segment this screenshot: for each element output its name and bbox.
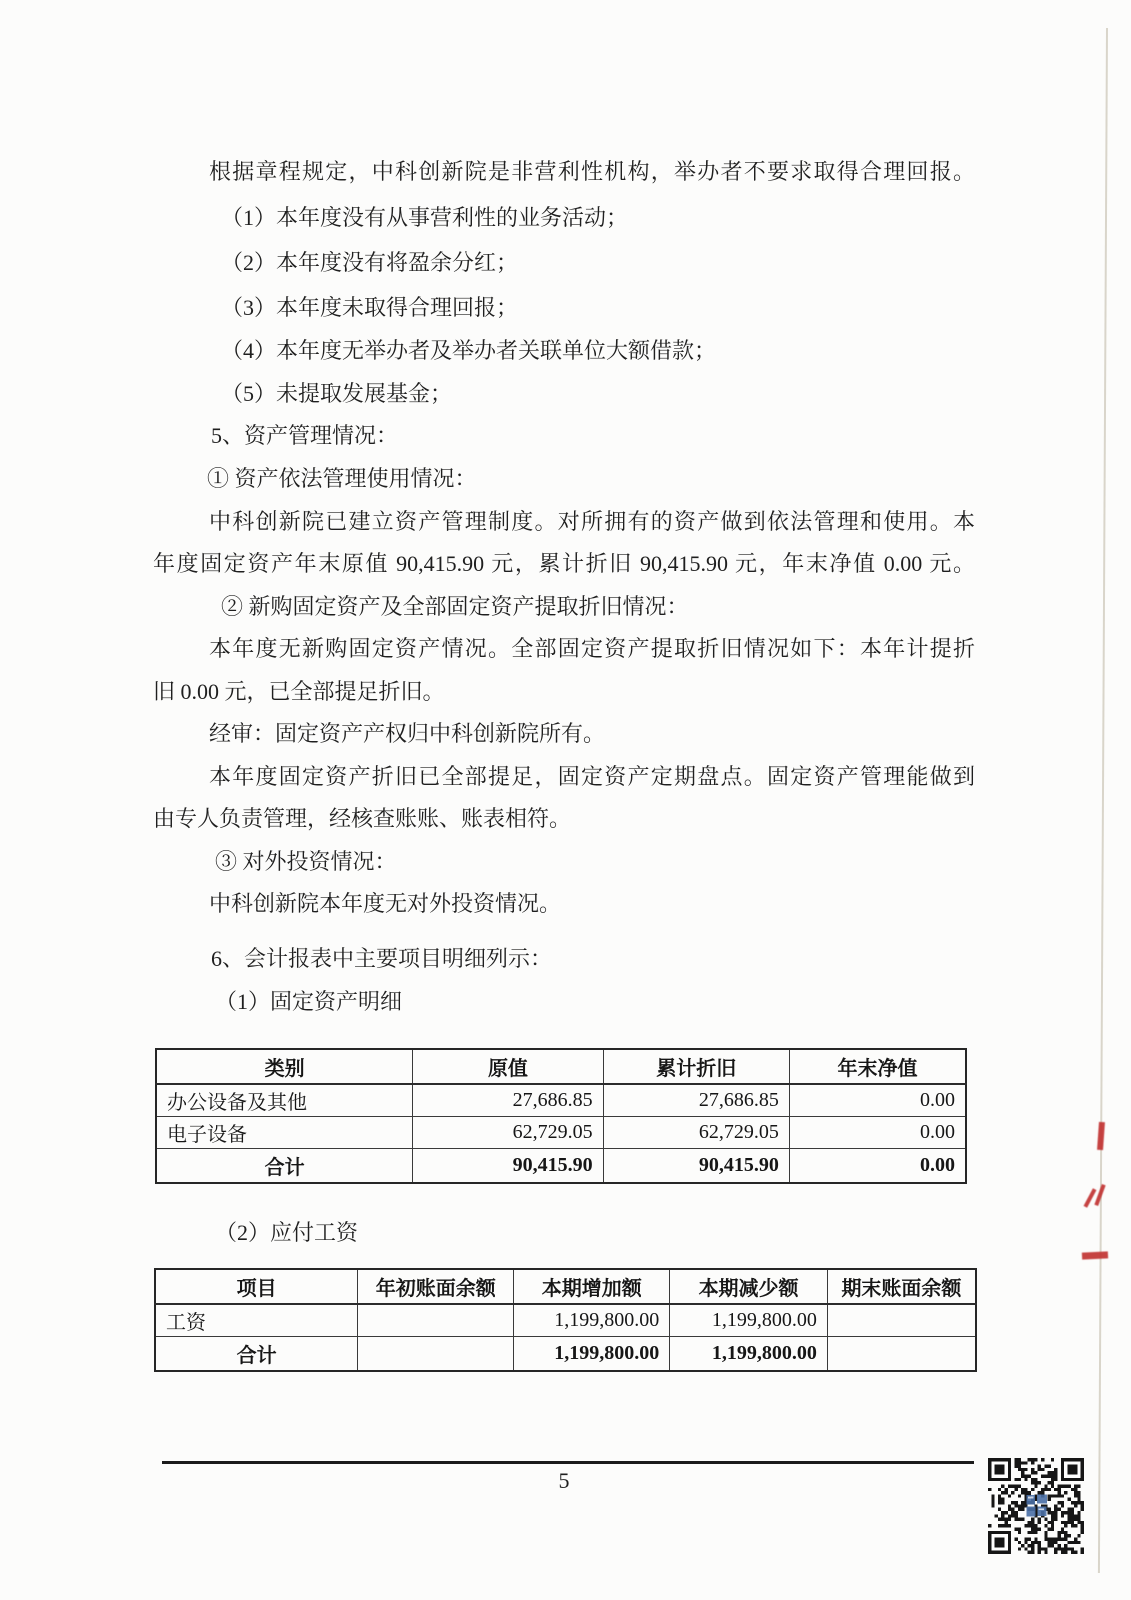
- paragraph-depreciation-line2: 旧 0.00 元，已全部提足折旧。: [153, 679, 445, 704]
- total-value-cell: 90,415.90: [603, 1149, 789, 1184]
- category-cell: 工资: [155, 1304, 358, 1337]
- header-cell: 累计折旧: [603, 1049, 789, 1084]
- header-cell: 本期增加额: [514, 1269, 670, 1304]
- header-cell: 类别: [156, 1049, 413, 1084]
- section6-heading: 6、会计报表中主要项目明细列示：: [211, 946, 553, 971]
- header-cell: 年末净值: [789, 1049, 966, 1084]
- value-cell: 0.00: [789, 1117, 966, 1149]
- header-cell: 项目: [155, 1269, 358, 1304]
- table1-title: （1）固定资产明细: [215, 989, 403, 1014]
- paragraph-intro: 根据章程规定，中科创新院是非营利性机构，举办者不要求取得合理回报。: [209, 159, 975, 184]
- table-header-row: [155, 1269, 976, 1304]
- list-item-3: （3）本年度未取得合理回报；: [221, 295, 519, 320]
- paragraph-assets-line2: 年度固定资产年末原值 90,415.90 元，累计折旧 90,415.90 元，年末净值 0.00 元。: [153, 551, 975, 576]
- table-total-row: [156, 1149, 966, 1184]
- value-cell: [358, 1304, 514, 1337]
- total-label-cell: 合计: [155, 1337, 358, 1372]
- list-item-5: （5）未提取发展基金；: [221, 381, 453, 406]
- list-item-4: （4）本年度无举办者及举办者关联单位大额借款；: [221, 338, 717, 363]
- list-item-1: （1）本年度没有从事营利性的业务活动；: [221, 205, 629, 230]
- value-cell: 1,199,800.00: [514, 1304, 670, 1337]
- seal-stroke: [1080, 1216, 1104, 1242]
- table-row: [156, 1117, 966, 1149]
- table-header-row: [156, 1049, 966, 1084]
- scan-edge-line: [1098, 28, 1108, 1573]
- value-cell: 27,686.85: [603, 1084, 789, 1117]
- paragraph-assets-line1: 中科创新院已建立资产管理制度。对所拥有的资产做到依法管理和使用。本: [209, 509, 975, 534]
- paragraph-management-line2: 由专人负责管理，经核查账账、账表相符。: [153, 806, 572, 831]
- total-value-cell: 90,415.90: [413, 1149, 603, 1184]
- total-value-cell: [358, 1337, 514, 1372]
- subsection3-heading: ③ 对外投资情况：: [215, 849, 397, 874]
- total-value-cell: 0.00: [789, 1149, 966, 1184]
- seal-stroke: [1094, 1184, 1105, 1206]
- subsection1-heading: ① 资产依法管理使用情况：: [207, 466, 477, 491]
- fixed-assets-table: [155, 1048, 967, 1184]
- value-cell: [827, 1304, 976, 1337]
- subsection2-heading: ② 新购固定资产及全部固定资产提取折旧情况：: [221, 594, 689, 619]
- footer-divider: [162, 1461, 974, 1464]
- paragraph-depreciation-line1: 本年度无新购固定资产情况。全部固定资产提取折旧情况如下：本年计提折: [209, 636, 975, 661]
- paragraph-audit: 经审：固定资产产权归中科创新院所有。: [209, 721, 606, 746]
- table-row: [155, 1304, 976, 1337]
- value-cell: 27,686.85: [413, 1084, 603, 1117]
- seal-stroke: [1084, 1154, 1106, 1178]
- header-cell: 原值: [413, 1049, 603, 1084]
- value-cell: 0.00: [789, 1084, 966, 1117]
- total-value-cell: [827, 1337, 976, 1372]
- total-value-cell: 1,199,800.00: [670, 1337, 828, 1372]
- total-value-cell: 1,199,800.00: [514, 1337, 670, 1372]
- total-label-cell: 合计: [156, 1149, 413, 1184]
- page-number: 5: [558, 1468, 570, 1493]
- table-total-row: [155, 1337, 976, 1372]
- category-cell: 办公设备及其他: [156, 1084, 413, 1117]
- paragraph-investment: 中科创新院本年度无对外投资情况。: [209, 891, 562, 916]
- value-cell: 62,729.05: [603, 1117, 789, 1149]
- seal-stroke: [1082, 1251, 1108, 1259]
- qr-code: [988, 1455, 1084, 1557]
- list-item-2: （2）本年度没有将盈余分红；: [221, 250, 519, 275]
- qr-code-pattern: [988, 1455, 1084, 1557]
- value-cell: 62,729.05: [413, 1117, 603, 1149]
- table2-title: （2）应付工资: [215, 1220, 359, 1245]
- table-row: [156, 1084, 966, 1117]
- section5-heading: 5、资产管理情况：: [211, 423, 399, 448]
- header-cell: 期末账面余额: [827, 1269, 976, 1304]
- header-cell: 年初账面余额: [358, 1269, 514, 1304]
- red-seal-fragment: [1078, 1120, 1112, 1270]
- payable-wages-table: [154, 1268, 977, 1372]
- seal-stroke: [1097, 1122, 1105, 1150]
- header-cell: 本期减少额: [670, 1269, 828, 1304]
- value-cell: 1,199,800.00: [670, 1304, 828, 1337]
- paragraph-management-line1: 本年度固定资产折旧已全部提足，固定资产定期盘点。固定资产管理能做到: [209, 764, 975, 789]
- category-cell: 电子设备: [156, 1117, 413, 1149]
